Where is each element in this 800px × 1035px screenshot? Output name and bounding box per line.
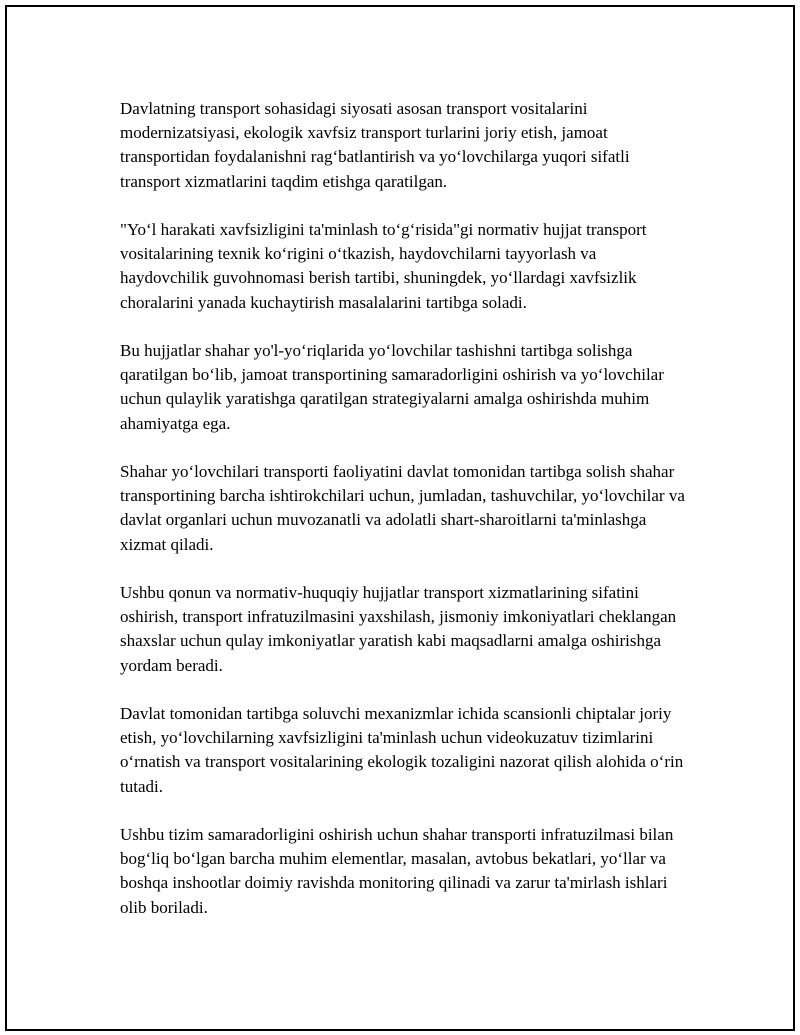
paragraph-7: Ushbu tizim samaradorligini oshirish uchun shahar transporti infratuzilmasi bilan bog‘liq bo‘lgan barcha muhim elementlar, masalan, avtobus bekatlari, yo‘llar va boshqa inshootlar doimiy ravishda monitoring qilinadi va zarur ta'mirlash ishlari olib boriladi. xyxy=(120,825,674,917)
paragraph-6: Davlat tomonidan tartibga soluvchi mexanizmlar ichida scansionli chiptalar joriy etish, yo‘lovchilarning xavfsizligini ta'minlash uchun videokuzatuv tizimlarini o‘rnatish va transport vositalarining ekologik tozaligini nazorat qilish alohida o‘rin tutadi. xyxy=(120,704,684,796)
paragraph-5: Ushbu qonun va normativ-huquqiy hujjatlar transport xizmatlarining sifatini oshirish, transport infratuzilmasini yaxshilash, jismoniy imkoniyatlari cheklangan shaxslar uchun qulay imkoniyatlar yaratish kabi maqsadlarni amalga oshirishga yordam beradi. xyxy=(120,583,677,675)
paragraph-1: Davlatning transport sohasidagi siyosati asosan transport vositalarini modernizatsiyasi, ekologik xavfsiz transport turlarini joriy etish, jamoat transportidan foydalanishni rag‘batlantirish va yo‘lovchilarga yuqori sifatli transport xizmatlarini taqdim etishga qaratilgan. xyxy=(120,99,630,191)
document-body xyxy=(120,97,688,944)
page-frame xyxy=(5,5,795,1031)
paragraph-2: "Yo‘l harakati xavfsizligini ta'minlash to‘g‘risida"gi normativ hujjat transport vositalarining texnik ko‘rigini o‘tkazish, haydovchilarni tayyorlash va haydovchilik guvohnomasi berish tartibi, shuningdek, yo‘llardagi xavfsizlik choralarini yanada kuchaytirish masalalarini tartibga soladi. xyxy=(120,220,647,312)
paragraph-4: Shahar yo‘lovchilari transporti faoliyatini davlat tomonidan tartibga solish shahar transportining barcha ishtirokchilari uchun, jumladan, tashuvchilar, yo‘lovchilar va davlat organlari uchun muvozanatli va adolatli shart-sharoitlarni ta'minlashga xizmat qiladi. xyxy=(120,462,685,554)
paragraph-3: Bu hujjatlar shahar yo'l-yo‘riqlarida yo‘lovchilar tashishni tartibga solishga qaratilgan bo‘lib, jamoat transportining samaradorligini oshirish va yo‘lovchilar uchun qulaylik yaratishga qaratilgan strategiyalarni amalga oshirishda muhim ahamiyatga ega. xyxy=(120,341,664,433)
